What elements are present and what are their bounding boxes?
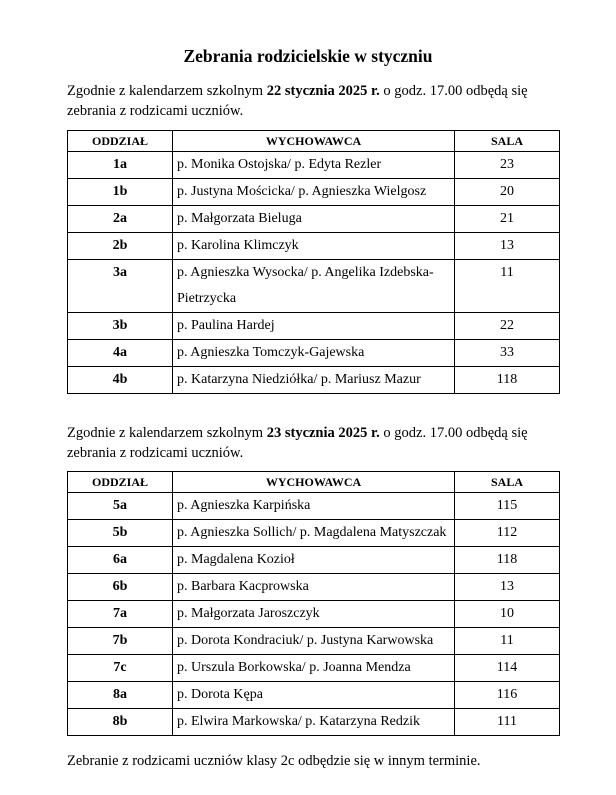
table-row xyxy=(68,547,560,574)
page-title: Zebrania rodzicielskie w styczniu xyxy=(183,46,433,66)
table-row xyxy=(68,493,560,520)
table-row xyxy=(68,601,560,628)
room-cell: 11 xyxy=(455,628,560,655)
table-row xyxy=(68,682,560,709)
teacher-cell: p. Justyna Mościcka/ p. Agnieszka Wielgosz xyxy=(173,179,455,206)
room-cell: 33 xyxy=(455,340,560,367)
teacher-cell: p. Paulina Hardej xyxy=(173,313,455,340)
intro-text-before-2: Zgodnie z kalendarzem szkolnym xyxy=(67,425,267,441)
room-cell: 13 xyxy=(455,574,560,601)
class-cell: 3b xyxy=(68,313,173,340)
class-cell: 6a xyxy=(68,547,173,574)
table-row xyxy=(68,709,560,736)
room-cell: 20 xyxy=(455,179,560,206)
teacher-cell: p. Agnieszka Karpińska xyxy=(173,493,455,520)
table-row xyxy=(68,260,560,313)
class-cell: 4a xyxy=(68,340,173,367)
class-cell: 7b xyxy=(68,628,173,655)
teacher-cell: p. Monika Ostojska/ p. Edyta Rezler xyxy=(173,152,455,179)
teacher-cell: p. Urszula Borkowska/ p. Joanna Mendza xyxy=(173,655,455,682)
table-header-row xyxy=(68,131,560,152)
meeting-date-2: 23 stycznia 2025 r. xyxy=(266,425,380,441)
teacher-cell: p. Agnieszka Wysocka/ p. Angelika Izdebska-Pietrzycka xyxy=(173,260,455,313)
class-cell: 3a xyxy=(68,260,173,313)
intro-text-after-2: o godz. 17.00 odbędą się zebrania z rodzicami uczniów. xyxy=(67,425,528,461)
class-cell: 5b xyxy=(68,520,173,547)
teacher-cell: p. Agnieszka Tomczyk-Gajewska xyxy=(173,340,455,367)
class-cell: 1b xyxy=(68,179,173,206)
intro-paragraph-2 xyxy=(67,423,567,463)
table-row xyxy=(68,179,560,206)
meeting-date-1: 22 stycznia 2025 r. xyxy=(266,83,380,99)
intro-text-before-1: Zgodnie z kalendarzem szkolnym xyxy=(67,83,267,99)
class-cell: 8b xyxy=(68,709,173,736)
room-cell: 23 xyxy=(455,152,560,179)
teacher-cell: p. Dorota Kondraciuk/ p. Justyna Karwowska xyxy=(173,628,455,655)
footer-note: Zebranie z rodzicami uczniów klasy 2c odbędzie się w innym terminie. xyxy=(67,753,481,769)
schedule-table-1 xyxy=(67,130,560,394)
room-cell: 118 xyxy=(455,367,560,394)
class-cell: 2a xyxy=(68,206,173,233)
header-room: SALA xyxy=(455,472,560,493)
room-cell: 112 xyxy=(455,520,560,547)
teacher-cell: p. Katarzyna Niedziółka/ p. Mariusz Mazur xyxy=(173,367,455,394)
table-header-row xyxy=(68,472,560,493)
class-cell: 7c xyxy=(68,655,173,682)
room-cell: 11 xyxy=(455,260,560,313)
teacher-cell: p. Dorota Kępa xyxy=(173,682,455,709)
intro-text-after-1: o godz. 17.00 odbędą się zebrania z rodzicami uczniów. xyxy=(67,83,528,119)
class-cell: 8a xyxy=(68,682,173,709)
room-cell: 111 xyxy=(455,709,560,736)
room-cell: 21 xyxy=(455,206,560,233)
schedule-table-2 xyxy=(67,471,560,736)
table-row xyxy=(68,313,560,340)
class-cell: 5a xyxy=(68,493,173,520)
class-cell: 6b xyxy=(68,574,173,601)
class-cell: 1a xyxy=(68,152,173,179)
room-cell: 116 xyxy=(455,682,560,709)
teacher-cell: p. Magdalena Kozioł xyxy=(173,547,455,574)
table-row xyxy=(68,340,560,367)
teacher-cell: p. Barbara Kacprowska xyxy=(173,574,455,601)
teacher-cell: p. Karolina Klimczyk xyxy=(173,233,455,260)
teacher-cell: p. Agnieszka Sollich/ p. Magdalena Matyszczak xyxy=(173,520,455,547)
teacher-cell: p. Elwira Markowska/ p. Katarzyna Redzik xyxy=(173,709,455,736)
table-row xyxy=(68,574,560,601)
table-row xyxy=(68,152,560,179)
room-cell: 115 xyxy=(455,493,560,520)
room-cell: 22 xyxy=(455,313,560,340)
table-row xyxy=(68,628,560,655)
room-cell: 114 xyxy=(455,655,560,682)
header-class: ODDZIAŁ xyxy=(68,131,173,152)
header-room: SALA xyxy=(455,131,560,152)
table-row xyxy=(68,367,560,394)
table-row xyxy=(68,233,560,260)
table-row xyxy=(68,206,560,233)
room-cell: 10 xyxy=(455,601,560,628)
class-cell: 2b xyxy=(68,233,173,260)
header-teacher: WYCHOWAWCA xyxy=(173,472,455,493)
class-cell: 4b xyxy=(68,367,173,394)
intro-paragraph-1 xyxy=(67,81,567,121)
teacher-cell: p. Małgorzata Jaroszczyk xyxy=(173,601,455,628)
teacher-cell: p. Małgorzata Bieluga xyxy=(173,206,455,233)
header-class: ODDZIAŁ xyxy=(68,472,173,493)
table-row xyxy=(68,520,560,547)
class-cell: 7a xyxy=(68,601,173,628)
room-cell: 118 xyxy=(455,547,560,574)
room-cell: 13 xyxy=(455,233,560,260)
header-teacher: WYCHOWAWCA xyxy=(173,131,455,152)
table-row xyxy=(68,655,560,682)
